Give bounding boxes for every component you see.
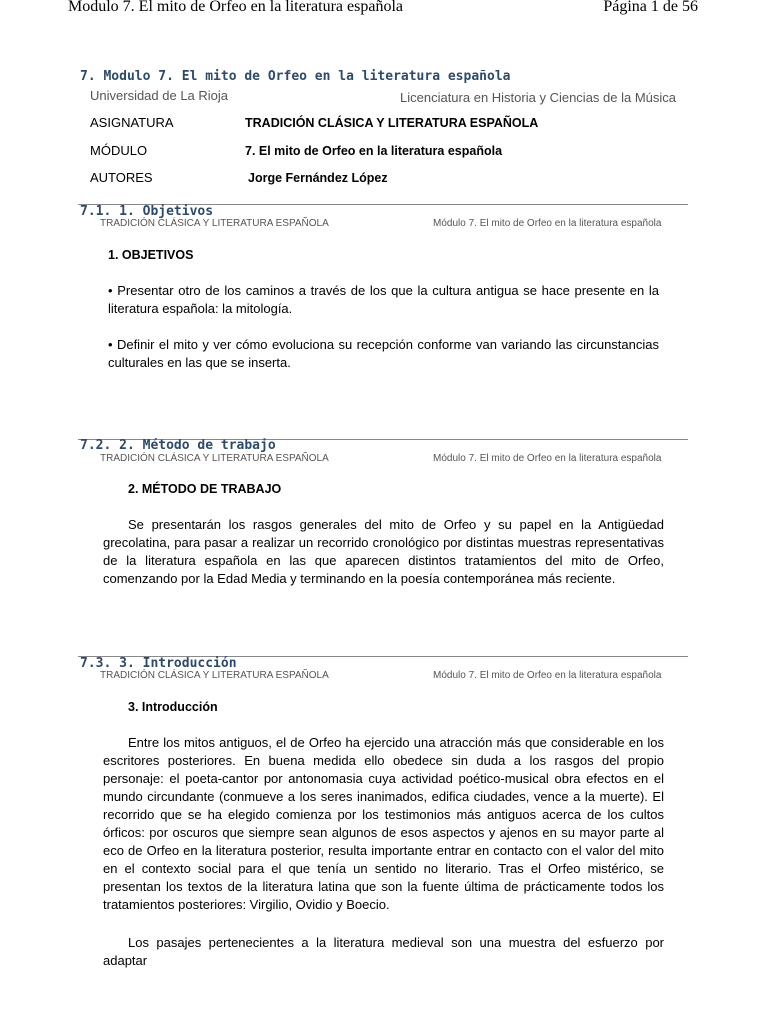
page-number: Página 1 de 56 (603, 0, 698, 15)
module-label: MÓDULO (90, 143, 148, 158)
running-header-left: TRADICIÓN CLÁSICA Y LITERATURA ESPAÑOLA (100, 218, 329, 229)
page-header-title: Modulo 7. El mito de Orfeo en la literatura española (68, 0, 404, 15)
section-heading-metodo: 7.2. 2. Método de trabajo (80, 438, 276, 453)
running-header-right: Módulo 7. El mito de Orfeo en la literatura española (433, 670, 662, 681)
running-header-right: Módulo 7. El mito de Orfeo en la literatura española (433, 453, 662, 464)
introduccion-paragraph-2: Los pasajes pertenecientes a la literatura medieval son una muestra del esfuerzo por adaptar (103, 935, 664, 968)
module-heading: 7. Modulo 7. El mito de Orfeo en la literatura española (80, 69, 511, 84)
subject-value: TRADICIÓN CLÁSICA Y LITERATURA ESPAÑOLA (245, 116, 539, 130)
university-name: Universidad de La Rioja (90, 88, 229, 103)
running-header-left: TRADICIÓN CLÁSICA Y LITERATURA ESPAÑOLA (100, 453, 329, 464)
module-value: 7. El mito de Orfeo en la literatura española (245, 144, 503, 158)
authors-label: AUTORES (90, 170, 153, 185)
subject-label: ASIGNATURA (90, 115, 174, 130)
section-heading-objetivos: 7.1. 1. Objetivos (80, 204, 214, 219)
section-title-metodo: 2. MÉTODO DE TRABAJO (128, 482, 282, 496)
section-title-objetivos: 1. OBJETIVOS (108, 248, 194, 262)
running-header-left: TRADICIÓN CLÁSICA Y LITERATURA ESPAÑOLA (100, 670, 329, 681)
running-header-right: Módulo 7. El mito de Orfeo en la literatura española (433, 218, 662, 229)
section-heading-introduccion: 7.3. 3. Introducción (80, 656, 237, 671)
authors-value: Jorge Fernández López (248, 171, 388, 185)
degree-name: Licenciatura en Historia y Ciencias de la Música (400, 90, 677, 105)
objective-bullet-1: • Presentar otro de los caminos a través de los que la cultura antigua se hace presente en la literatura española: la mitología. (108, 283, 659, 316)
objective-bullet-2: • Definir el mito y ver cómo evoluciona su recepción conforme van variando las circunstancias culturales en las que se inserta. (108, 337, 659, 370)
section-title-introduccion: 3. Introducción (128, 700, 218, 714)
metodo-paragraph: Se presentarán los rasgos generales del mito de Orfeo y su papel en la Antigüedad grecolatina, para pasar a realizar un recorrido cronológico por distintas muestras representativas de la literatura española en las que aparecen distintos tratamientos del mito de Orfeo, comenzando por la Edad Media y terminando en la poesía contemporánea más reciente. (103, 517, 664, 586)
introduccion-paragraph-1: Entre los mitos antiguos, el de Orfeo ha ejercido una atracción más que considerable en los escritores posteriores. En buena medida ello obedece sin duda a los rasgos del propio personaje: el poeta-cantor por antonomasia cuya actividad poético-musical obra efectos en el mundo circundante (conmueve a los seres inanimados, edifica ciudades, vence a la muerte). El recorrido que se ha elegido comienza por los testimonios más antiguos acerca de los cultos órficos: por oscuros que siempre sean algunos de esos aspectos y ajenos en su mayor parte al eco de Orfeo en la literatura posterior, resulta importante entrar en contacto con el valor del mito en el contexto social para el que tenía un sentido no literario. Tras el Orfeo mistérico, se presentan los textos de la literatura latina que son la fuente última de prácticamente todos los tratamientos posteriores: Virgilio, Ovidio y Boecio. (103, 735, 664, 912)
